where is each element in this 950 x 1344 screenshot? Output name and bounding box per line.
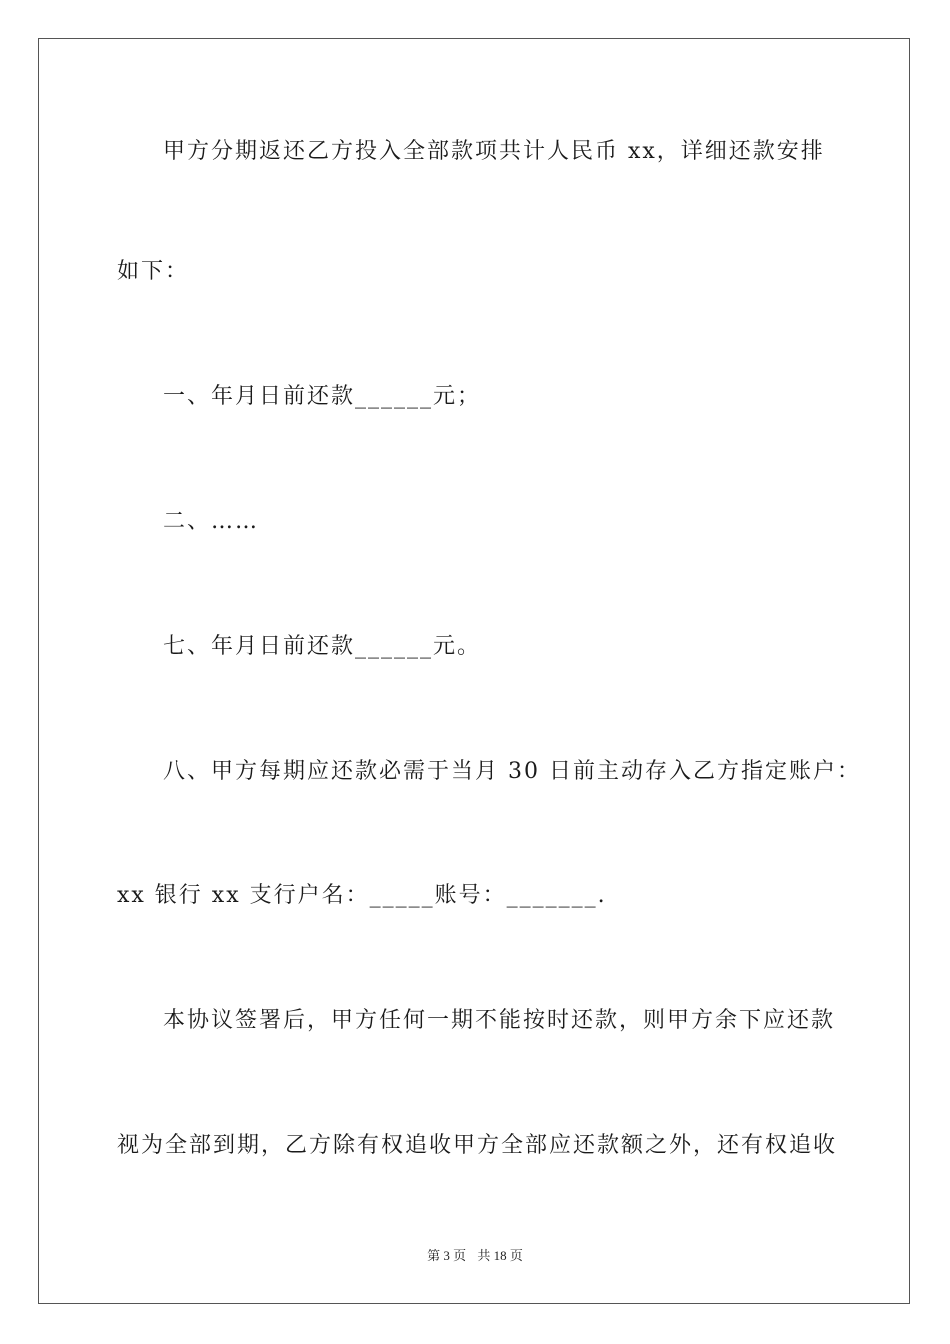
paragraph-line-7: xx 银行 xx 支行户名：_____账号：_______. [117, 883, 607, 908]
paragraph-line-4: 二、…… [163, 509, 260, 534]
paragraph-line-9: 视为全部到期，乙方除有权追收甲方全部应还款额之外，还有权追收 [117, 1133, 838, 1158]
paragraph-line-8: 本协议签署后，甲方任何一期不能按时还款，则甲方余下应还款 [163, 1008, 836, 1033]
paragraph-line-6: 八、甲方每期应还款必需于当月 30 日前主动存入乙方指定账户： [163, 759, 861, 784]
total-pages: 共 18 页 [477, 1248, 523, 1263]
page-number: 第 3 页 [427, 1248, 467, 1263]
paragraph-line-3: 一、年月日前还款______元； [163, 384, 482, 409]
paragraph-line-1: 甲方分期返还乙方投入全部款项共计人民币 xx，详细还款安排 [163, 139, 825, 164]
page-border [38, 38, 910, 1304]
paragraph-line-5: 七、年月日前还款______元。 [163, 634, 482, 659]
paragraph-line-2: 如下： [117, 259, 190, 284]
page-footer [0, 1247, 950, 1265]
